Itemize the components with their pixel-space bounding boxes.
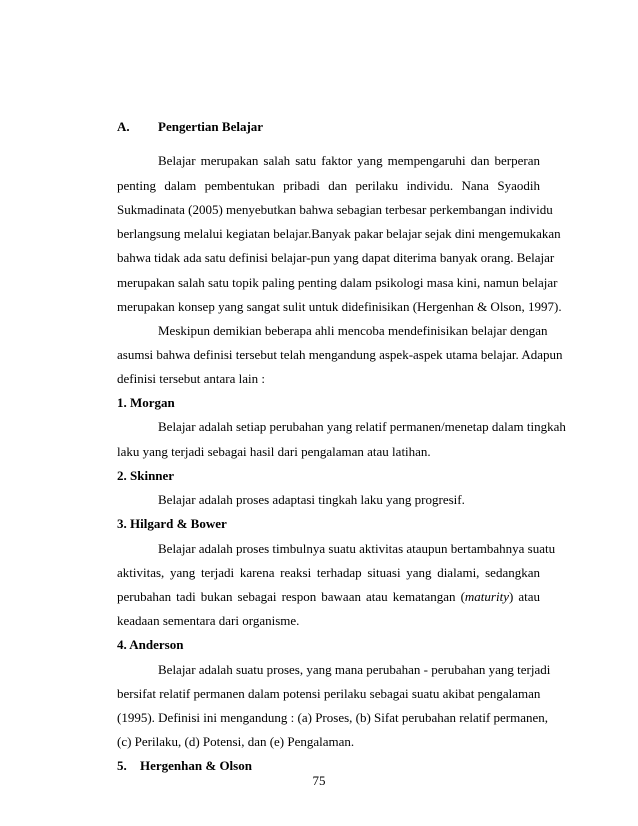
- skinner-heading: 2. Skinner: [117, 468, 175, 483]
- hilgard-line: Belajar adalah proses timbulnya suatu aktivitas ataupun bertambahnya suatu: [158, 541, 556, 556]
- morgan-heading: 1. Morgan: [117, 395, 175, 410]
- anderson-line: (1995). Definisi ini mengandung : (a) Proses, (b) Sifat perubahan relatif permanen,: [117, 710, 549, 725]
- intro-line: merupakan salah satu topik paling penting dalam psikologi masa kini, namun belajar: [117, 275, 558, 290]
- intro-line: Sukmadinata (2005) menyebutkan bahwa sebagian terbesar perkembangan individu: [117, 202, 553, 217]
- hilgard-line3-post: ) atau: [508, 589, 540, 604]
- para2-line: Meskipun demikian beberapa ahli mencoba mendefinisikan belajar dengan: [158, 323, 548, 338]
- morgan-line: Belajar adalah setiap perubahan yang relatif permanen/menetap dalam tingkah: [158, 419, 566, 434]
- hilgard-heading: 3. Hilgard & Bower: [117, 516, 227, 531]
- intro-line: Belajar merupakan salah satu faktor yang mempengaruhi dan berperan: [158, 153, 540, 168]
- hergenhan-number: 5.: [117, 758, 127, 773]
- section-number: A.: [117, 119, 130, 134]
- anderson-line: bersifat relatif permanen dalam potensi perilaku sebagai suatu akibat pengalaman: [117, 686, 541, 701]
- intro-line: penting dalam pembentukan pribadi dan perilaku individu. Nana Syaodih: [117, 178, 540, 193]
- page-number: 75: [312, 773, 326, 788]
- maturity-term: maturity: [464, 589, 509, 604]
- anderson-heading: 4. Anderson: [117, 637, 184, 652]
- morgan-line: laku yang terjadi sebagai hasil dari pengalaman atau latihan.: [117, 444, 431, 459]
- anderson-line: Belajar adalah suatu proses, yang mana perubahan - perubahan yang terjadi: [158, 662, 551, 677]
- hilgard-line: keadaan sementara dari organisme.: [117, 613, 300, 628]
- intro-line: merupakan konsep yang sangat sulit untuk didefinisikan (Hergenhan & Olson, 1997).: [117, 299, 562, 314]
- para2-line: definisi tersebut antara lain :: [117, 371, 266, 386]
- anderson-line: (c) Perilaku, (d) Potensi, dan (e) Pengalaman.: [117, 734, 355, 749]
- section-title: Pengertian Belajar: [158, 119, 264, 134]
- intro-line: berlangsung melalui kegiatan belajar.Banyak pakar belajar sejak dini mengemukakan: [117, 226, 561, 241]
- hilgard-line: aktivitas, yang terjadi karena reaksi terhadap situasi yang dialami, sedangkan: [117, 565, 540, 580]
- para2-line: asumsi bahwa definisi tersebut telah mengandung aspek-aspek utama belajar. Adapun: [117, 347, 563, 362]
- hilgard-line-maturity: [117, 589, 540, 605]
- hergenhan-title: Hergenhan & Olson: [140, 758, 252, 773]
- skinner-line: Belajar adalah proses adaptasi tingkah laku yang progresif.: [158, 492, 465, 507]
- intro-line: bahwa tidak ada satu definisi belajar-pun yang dapat diterima banyak orang. Belajar: [117, 250, 555, 265]
- hilgard-line3-pre: perubahan tadi bukan sebagai respon bawaan atau kematangan (: [117, 589, 465, 604]
